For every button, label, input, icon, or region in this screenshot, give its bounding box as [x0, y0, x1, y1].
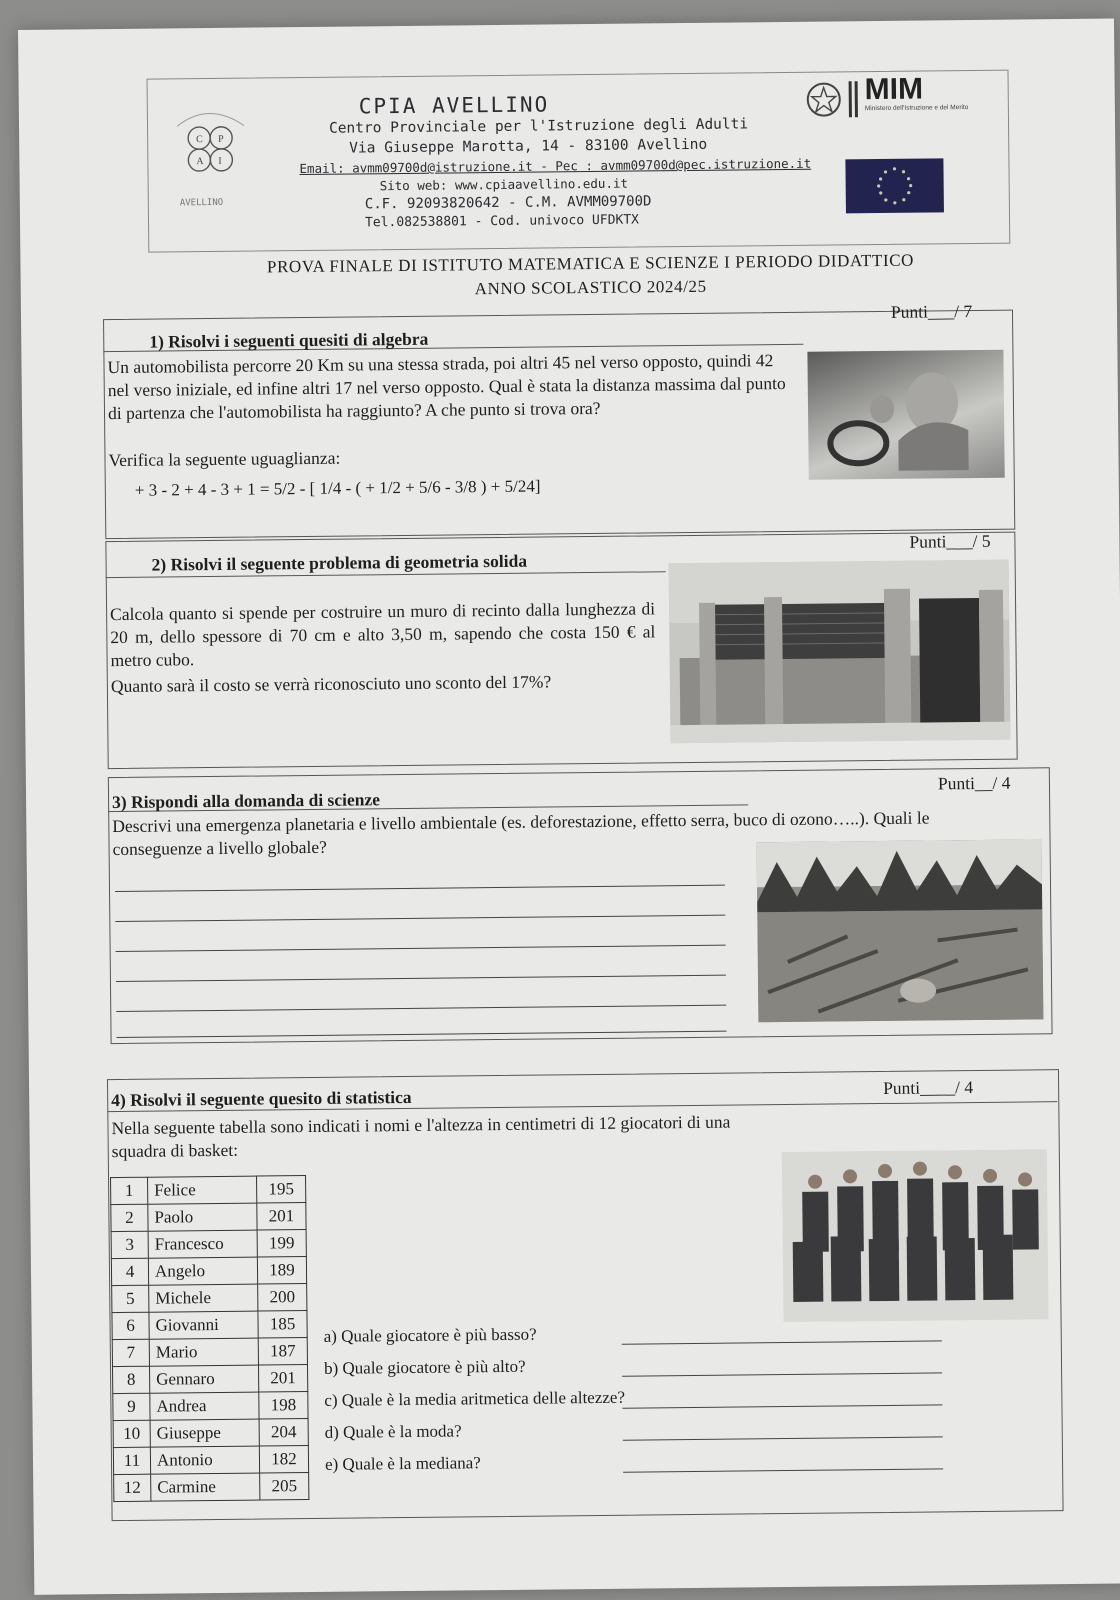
player-name: Angelo: [148, 1257, 257, 1285]
player-height: 182: [259, 1446, 308, 1474]
player-name: Carmine: [151, 1473, 260, 1501]
table-row: [112, 1338, 307, 1367]
table-row: [113, 1446, 308, 1475]
section1-heading: 1) Risolvi i seguenti quesiti di algebra: [149, 328, 429, 352]
table-row: [111, 1176, 306, 1205]
statistics-question: d) Quale è la moda?: [324, 1421, 462, 1442]
table-row: [111, 1203, 306, 1232]
fiscal-line: C.F. 92093820642 - C.M. AVMM09700D: [364, 193, 652, 213]
player-height: 201: [258, 1365, 307, 1393]
player-number: 4: [111, 1258, 148, 1285]
player-number: 7: [112, 1339, 149, 1366]
section2-points: Punti___/ 5: [909, 530, 991, 552]
player-name: Giuseppe: [150, 1419, 259, 1447]
player-name: Antonio: [150, 1446, 259, 1474]
ministry-subtitle: Ministero dell'Istruzione e del Merito: [864, 104, 969, 113]
player-name: Gennaro: [149, 1365, 258, 1393]
table-row: [113, 1419, 308, 1448]
section1-problem-text: Un automobilista percorre 20 Km su una stessa strada, poi altri 45 nel verso opposto, quindi 42 nel verso iniziale, ed infine altri 17 nel verso opposto. Qual è stata la distanza massima dal punto di partenza che l'automobilista ha raggiunto? A che punto si trova ora?: [107, 350, 786, 424]
player-height: 199: [257, 1230, 306, 1258]
table-row: [114, 1473, 309, 1502]
exam-sheet: [18, 19, 1120, 1595]
section2-problem-text: Calcola quanto si spende per costruire un muro di recinto dalla lunghezza di 20 m, dello spessore di 70 cm e alto 3,50 m, sapendo che costa 150 € al metro cubo.: [110, 598, 656, 671]
section3-points: Punti__/ 4: [937, 772, 1011, 794]
player-number: 11: [113, 1447, 150, 1474]
player-height: 200: [258, 1284, 307, 1312]
section1-verify-label: Verifica la seguente uguaglianza:: [108, 447, 341, 471]
driver-photo: [807, 350, 1004, 480]
player-number: 9: [113, 1393, 150, 1420]
center-line: Centro Provinciale per l'Istruzione degli Adulti: [328, 116, 749, 137]
player-number: 3: [111, 1231, 148, 1258]
player-name: Francesco: [148, 1230, 257, 1258]
deforestation-photo: [757, 839, 1044, 1022]
svg-text:P: P: [218, 133, 224, 145]
player-height: 201: [257, 1203, 306, 1231]
logo-city-text: AVELLINO: [179, 197, 224, 209]
table-row: [111, 1257, 306, 1286]
address-line: Via Giuseppe Marotta, 14 - 83100 Avellino: [349, 136, 708, 157]
statistics-question: b) Quale giocatore è più alto?: [323, 1356, 526, 1378]
player-number: 10: [113, 1420, 150, 1447]
table-row: [111, 1230, 306, 1259]
player-number: 1: [111, 1177, 148, 1204]
section1-equation: + 3 - 2 + 4 - 3 + 1 = 5/2 - [ 1/4 - ( + 1/2 + 5/6 - 3/8 ) + 5/24]: [134, 476, 541, 500]
player-number: 6: [112, 1312, 149, 1339]
statistics-question: e) Quale è la mediana?: [324, 1453, 481, 1474]
phone-line: Tel.082538801 - Cod. univoco UFDKTX: [364, 212, 640, 231]
player-number: 2: [111, 1204, 148, 1231]
website-line: Sito web: www.cpiaavellino.edu.it: [379, 175, 629, 194]
player-height: 187: [258, 1338, 307, 1366]
player-height: 204: [259, 1419, 308, 1447]
wall-photo: [669, 560, 1011, 744]
section3-question: Descrivi una emergenza planetaria e livello ambientale (es. deforestazione, effetto serra, buco di ozono…..). Quali le conseguenze a livello globale?: [112, 807, 930, 860]
svg-text:I: I: [218, 155, 222, 167]
exam-title: PROVA FINALE DI ISTITUTO MATEMATICA E SCIENZE I PERIODO DIDATTICO: [266, 250, 915, 277]
table-row: [113, 1392, 308, 1421]
section4-intro: Nella seguente tabella sono indicati i nomi e l'altezza in centimetri di 12 giocatori di una squadra di basket:: [111, 1111, 731, 1162]
table-row: [112, 1311, 307, 1340]
statistics-question: a) Quale giocatore è più basso?: [323, 1324, 537, 1346]
player-height: 185: [258, 1311, 307, 1339]
player-number: 8: [113, 1366, 150, 1393]
section2-heading: 2) Risolvi il seguente problema di geometria solida: [151, 550, 528, 575]
player-name: Paolo: [148, 1203, 257, 1231]
player-height: 195: [257, 1176, 306, 1204]
player-name: Giovanni: [149, 1311, 258, 1339]
player-name: Michele: [149, 1284, 258, 1312]
email-line: Email: avmm09700d@istruzione.it - Pec : avmm09700d@pec.istruzione.it: [299, 155, 812, 177]
statistics-question: c) Quale è la media aritmetica delle altezze?: [324, 1387, 626, 1410]
school-year: ANNO SCOLASTICO 2024/25: [474, 276, 707, 299]
basket-team-photo: [782, 1149, 1049, 1322]
player-number: 12: [114, 1474, 151, 1501]
player-name: Felice: [148, 1176, 257, 1204]
player-number: 5: [112, 1285, 149, 1312]
school-name: CPIA AVELLINO: [358, 92, 550, 119]
svg-text:A: A: [196, 156, 204, 168]
table-row: [112, 1284, 307, 1313]
player-name: Mario: [149, 1338, 258, 1366]
section1-points: Punti___/ 7: [890, 301, 973, 322]
player-name: Andrea: [150, 1392, 259, 1420]
ministry-logo: MIM: [864, 72, 924, 107]
section4-points: Punti____/ 4: [883, 1077, 974, 1098]
svg-text:C: C: [196, 134, 203, 146]
header-frame: [147, 70, 1011, 253]
player-height: 189: [257, 1257, 306, 1285]
section3-heading: 3) Rispondi alla domanda di scienze: [111, 789, 381, 813]
player-height: 198: [259, 1392, 308, 1420]
section2-discount-question: Quanto sarà il costo se verrà riconosciuto uno sconto del 17%?: [110, 671, 552, 697]
table-row: [113, 1365, 308, 1394]
section4-heading: 4) Risolvi il seguente quesito di statistica: [111, 1086, 412, 1111]
player-height: 205: [260, 1473, 309, 1501]
players-table: [110, 1175, 309, 1502]
